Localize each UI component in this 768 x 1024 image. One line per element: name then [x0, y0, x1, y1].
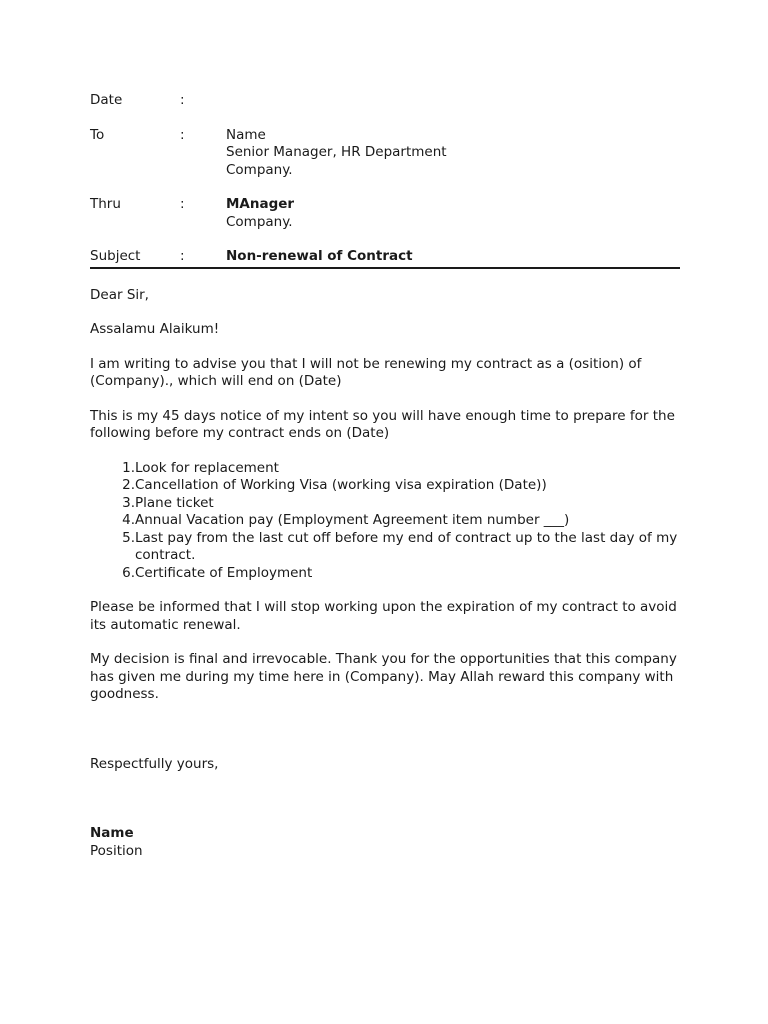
list-number: 3. — [122, 494, 135, 511]
list-number: 1. — [122, 459, 135, 476]
list-item — [90, 565, 680, 583]
list-item — [90, 460, 680, 478]
list-text: Look for replacement — [135, 459, 279, 476]
to-row — [90, 127, 680, 180]
to-recipient-title: Senior Manager, HR Department — [226, 144, 447, 160]
date-row — [90, 92, 680, 110]
list-text: Annual Vacation pay (Employment Agreement item number ___) — [135, 512, 570, 528]
thru-company: Company. — [226, 213, 293, 230]
list-item — [90, 495, 680, 513]
list-item — [90, 530, 680, 565]
list-item — [90, 512, 680, 530]
subject-label: Subject — [90, 248, 141, 264]
decision-paragraph: My decision is final and irrevocable. Thank you for the opportunities that this company has given me during my time here in (Company). May Allah reward this company with goodness. — [90, 651, 677, 702]
thru-colon: : — [180, 196, 185, 212]
list-number: 4. — [122, 512, 135, 528]
list-text: Certificate of Employment — [135, 564, 313, 581]
inform-paragraph: Please be informed that I will stop working upon the expiration of my contract to avoid its automatic renewal. — [90, 599, 677, 633]
closing: Respectfully yours, — [90, 755, 219, 772]
list-text: Cancellation of Working Visa (working visa expiration (Date)) — [135, 477, 547, 493]
list-text: Last pay from the last cut off before my end of contract up to the last day of my contract. — [135, 529, 678, 563]
thru-value — [226, 196, 680, 231]
signature-name: Name — [90, 825, 134, 841]
notice-paragraph: This is my 45 days notice of my intent so you will have enough time to prepare for the following before my contract ends on (Date) — [90, 407, 675, 441]
list-number: 2. — [122, 477, 135, 493]
letter-page — [90, 92, 680, 860]
to-recipient-company: Company. — [226, 161, 293, 178]
list-number: 5. — [122, 529, 135, 546]
thru-label: Thru — [90, 196, 121, 212]
intro-paragraph: I am writing to advise you that I will not be renewing my contract as a (osition) of (Company)., which will end on (Date) — [90, 355, 642, 389]
date-label: Date — [90, 92, 123, 108]
salaam: Assalamu Alaikum! — [90, 321, 220, 337]
date-colon: : — [180, 92, 185, 108]
to-colon: : — [180, 126, 185, 143]
list-item — [90, 477, 680, 495]
thru-row — [90, 196, 680, 231]
to-value — [226, 127, 680, 180]
subject-colon: : — [180, 248, 185, 264]
list-text: Plane ticket — [135, 494, 214, 511]
list-number: 6. — [122, 564, 135, 581]
to-recipient-name: Name — [226, 126, 266, 143]
date-value — [226, 92, 680, 110]
preparation-list — [90, 460, 680, 583]
greeting: Dear Sir, — [90, 286, 149, 303]
to-label: To — [90, 126, 105, 143]
subject-row — [90, 248, 680, 269]
subject-value: Non-renewal of Contract — [226, 248, 413, 264]
thru-manager: MAnager — [226, 196, 295, 212]
signature-position: Position — [90, 842, 143, 859]
